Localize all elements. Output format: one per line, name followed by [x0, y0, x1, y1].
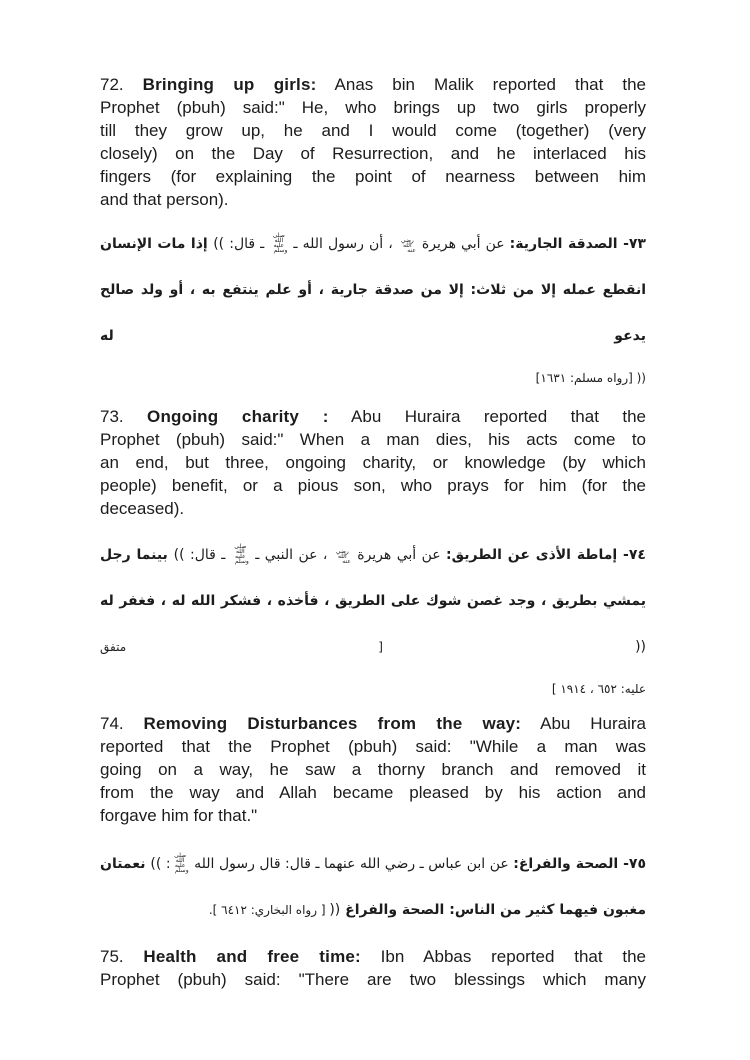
- hadith-quote: إذا مات الإنسان: [100, 236, 214, 252]
- text-line: an end, but three, ongoing charity, or knowledge (by which: [100, 453, 646, 472]
- text-line: [100, 945, 646, 968]
- item-heading: Health and free time:: [143, 947, 361, 966]
- narration-chain: ـ قال:: [184, 547, 231, 563]
- narration-chain: عن أبي هريرة: [351, 547, 447, 563]
- hadith-quote: نعمتان: [100, 856, 151, 872]
- close-quote-marks: )): [636, 371, 646, 385]
- open-quote-marks: ((: [150, 856, 162, 872]
- close-quote-marks: )): [635, 639, 646, 655]
- text-line: fingers (for explaining the point of nearness between him: [100, 167, 646, 186]
- body-text: Ibn Abbas reported that the: [360, 947, 646, 966]
- text-line: Prophet (pbuh) said:" When a man dies, his acts come to: [100, 430, 646, 449]
- text-line: Prophet (pbuh) said:" He, who brings up two girls properly: [100, 98, 646, 117]
- source-reference: [ رواه البخاري: ٦٤١٢ ].: [208, 903, 330, 917]
- item-number: 74.: [100, 714, 144, 733]
- text-line: going on a way, he saw a thorny branch and removed it: [100, 760, 646, 779]
- text-line: from the way and Allah became pleased by his action and: [100, 783, 646, 802]
- text-line: [100, 532, 646, 578]
- item-number: 73.: [100, 407, 148, 426]
- english-item-72: [100, 73, 646, 211]
- narration-chain: ، أن رسول الله ـ: [288, 236, 398, 252]
- arabic-hadith-73: [100, 221, 646, 397]
- document-page: [100, 73, 646, 991]
- text-line: [100, 73, 646, 96]
- open-quote-marks: ((: [213, 236, 225, 252]
- pbuh-icon: صلى الله عليه وسلم: [174, 852, 189, 874]
- radi-allahu-anhu-icon: رضي الله عنه: [335, 548, 351, 565]
- pbuh-icon: صلى الله عليه وسلم: [234, 543, 249, 565]
- close-quote-marks: )): [329, 902, 341, 918]
- text-line: [100, 405, 646, 428]
- body-text: Abu Huraira: [521, 714, 647, 733]
- english-item-75: [100, 945, 646, 991]
- english-item-73: [100, 405, 646, 520]
- hadith-quote: انقطع عمله إلا من ثلاث: إلا من صدقة جارية ، أو علم ينتفع به ، أو ولد صالح يدعو له: [100, 282, 646, 344]
- text-line: Prophet (pbuh) said: "There are two blessings which many: [100, 970, 646, 989]
- english-item-74: [100, 712, 646, 827]
- text-line: forgave him for that.": [100, 806, 258, 825]
- arabic-hadith-75: [100, 841, 646, 933]
- pbuh-icon: صلى الله عليه وسلم: [272, 232, 288, 254]
- text-line: and that person).: [100, 190, 229, 209]
- text-line: [100, 267, 646, 359]
- text-line: till they grow up, he and I would come (together) (very: [100, 121, 646, 140]
- hadith-quote: مغبون فيهما كثير من الناس: الصحة والفراغ: [340, 902, 646, 918]
- text-line: deceased).: [100, 499, 185, 518]
- text-line: [100, 359, 646, 397]
- text-line: [100, 670, 646, 708]
- hadith-title: ٧٥- الصحة والفراغ:: [513, 856, 646, 872]
- item-heading: Bringing up girls:: [142, 75, 317, 94]
- hadith-title: ٧٤- إماطة الأذى عن الطريق:: [446, 547, 646, 563]
- text-line: people) benefit, or a pious son, who prays for him (for the: [100, 476, 646, 495]
- source-reference: [ متفق: [100, 640, 636, 654]
- narration-chain: ، عن النبي ـ: [249, 547, 333, 563]
- text-line: [100, 221, 646, 267]
- source-reference: عليه: ٦٥٢ ، ١٩١٤ ]: [551, 682, 646, 696]
- body-text: Anas bin Malik reported that the: [316, 75, 646, 94]
- source-reference: [رواه مسلم: ١٦٣١]: [535, 371, 637, 385]
- narration-chain: ـ قال:: [224, 236, 270, 252]
- item-number: 75.: [100, 947, 144, 966]
- radi-allahu-anhu-icon: رضي الله عنه: [400, 237, 416, 254]
- open-quote-marks: ((: [173, 547, 185, 563]
- narration-chain: :: [161, 856, 171, 872]
- hadith-title: ٧٣- الصدقة الجارية:: [509, 236, 646, 252]
- item-heading: Ongoing charity :: [147, 407, 329, 426]
- narration-chain: عن ابن عباس ـ رضي الله عنهما ـ قال: قال رسول الله: [189, 856, 514, 872]
- text-line: [100, 841, 646, 887]
- narration-chain: عن أبي هريرة: [416, 236, 510, 252]
- text-line: [100, 578, 646, 670]
- hadith-quote: يمشي بطريق ، وجد غصن شوك على الطريق ، فأخذه ، فشكر الله له ، فغفر له: [100, 593, 646, 609]
- text-line: [100, 887, 646, 933]
- text-line: reported that the Prophet (pbuh) said: "While a man was: [100, 737, 646, 756]
- text-line: [100, 712, 646, 735]
- item-number: 72.: [100, 75, 143, 94]
- hadith-quote: بينما رجل: [100, 547, 174, 563]
- body-text: Abu Huraira reported that the: [328, 407, 646, 426]
- text-line: closely) on the Day of Resurrection, and he interlaced his: [100, 144, 646, 163]
- item-heading: Removing Disturbances from the way:: [143, 714, 522, 733]
- arabic-hadith-74: [100, 532, 646, 708]
